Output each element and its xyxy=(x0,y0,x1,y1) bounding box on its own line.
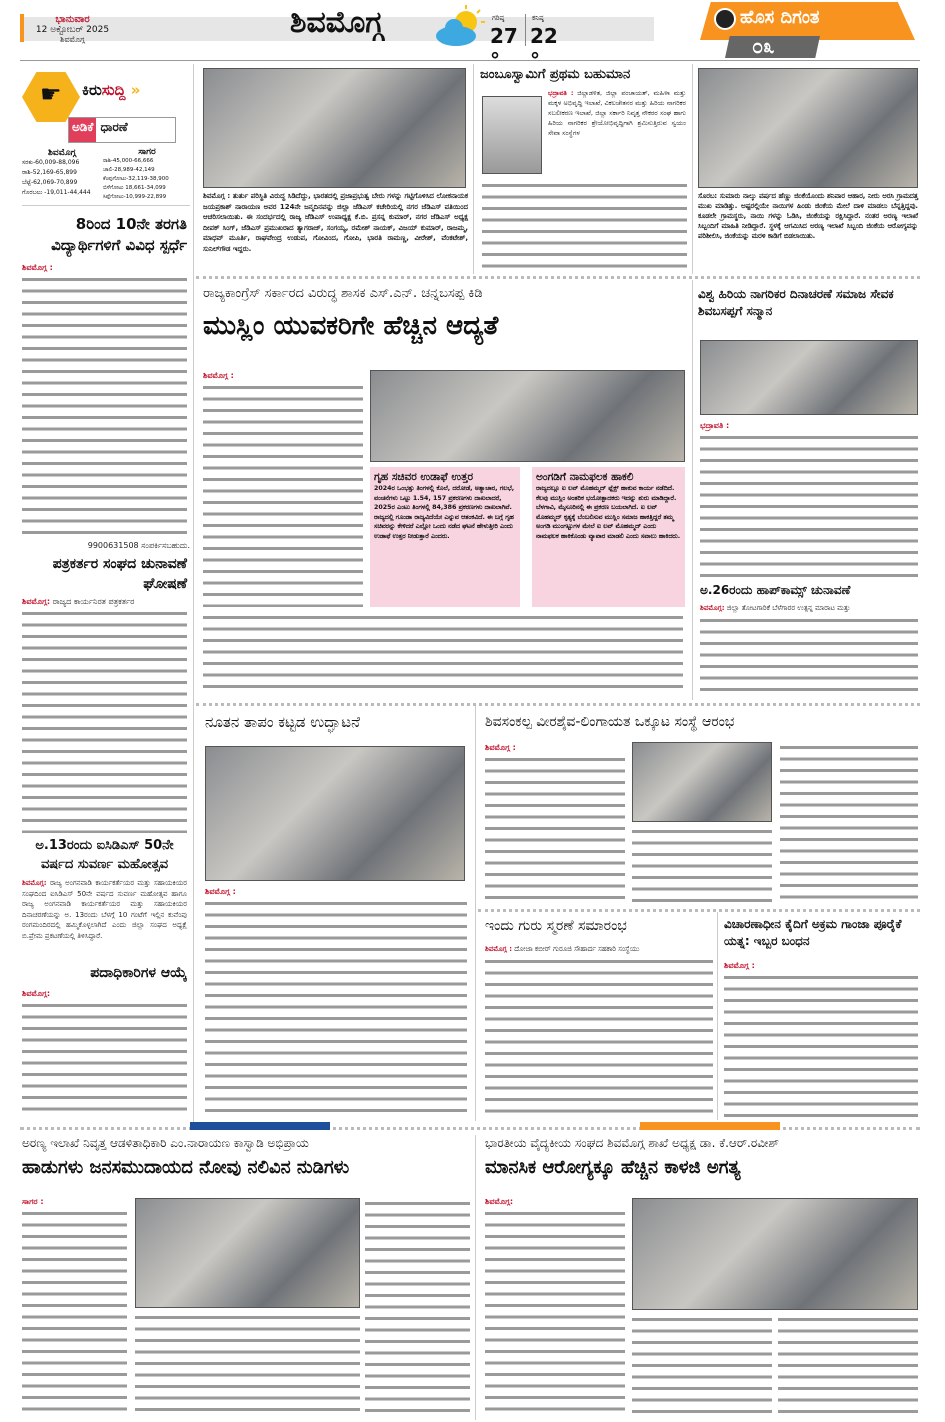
headline-senior-citizens: ವಿಶ್ವ ಹಿರಿಯ ನಾಗರಿಕರ ದಿನಾಚರಣೆ ಸಮಾಜ ಸೇವಕ ಶಿವಬಸಪ್ಪಗೆ ಸನ್ಮಾನ xyxy=(698,287,894,318)
brand-name: ಹೊಸ ದಿಗಂತ xyxy=(740,7,820,28)
article-body xyxy=(485,956,713,1116)
portrait-photo xyxy=(482,96,542,174)
headline-guru-smarane: ಇಂದು ಗುರು ಸ್ಮರಣೆ ಸಮಾರಂಭ xyxy=(485,918,627,934)
headline-jambuswamy: ಜಂಬೂಸ್ವಾಮಿಗೆ ಪ್ರಥಮ ಬಹುಮಾನ xyxy=(480,67,631,82)
min-temp: 22° xyxy=(530,24,558,72)
page-number: ೦೩ xyxy=(752,34,775,58)
article-body xyxy=(724,972,918,1117)
section-accent-blue xyxy=(190,1122,330,1130)
market-shivamogga: ಶಿವಮೊಗ್ಗ ಸರಕು-60,009-88,096 ರಾಶಿ-52,169-65,899 ಬೆಟ್ಟೆ-62,069-70,899 ಗೊರಬಲು -19,011-44,444 xyxy=(22,148,91,196)
article-body xyxy=(22,1000,187,1112)
songs-kicker: ಅರಣ್ಯ ಇಲಾಖೆ ನಿವೃತ್ತ ಆಡಳಿತಾಧಿಕಾರಿ ಎಂ.ನಾರಾಯಣ ಕಾಸ್ವಾಡಿ ಅಭಿಪ್ರಾಯ xyxy=(22,1136,309,1150)
kirusuddi-label: ಕಿರುಸುದ್ದಿ » xyxy=(82,81,141,99)
article-body xyxy=(203,612,683,696)
max-temp-label: ಗರಿಷ್ಠ xyxy=(492,14,505,22)
sidebar-box-nameboard: ಅಂಗಡಿಗೆ ನಾಮಫಲಕ ಹಾಕಲಿ ರಾಜ್ಯದಲ್ಲೂ ಐ ಲವ್ ಮೊಹಮ್ಮದ್ ಫ್ಲೆಕ್ಸ್ ಹಾಕುವ ಕಾರ್ಯ ನಡೆದಿದೆ. ಕೆಲವು ಮುಸ್ಲಿಂ ಅಂತರಿಕ ಭಯೋತ್ಪಾದಕರು ಇದನ್ನು ಶುರು ಮಾಡಿದ್ದಾರೆ. ಬೆಳಗಾವಿ, ಮೈಸೂರಿನಲ್ಲಿ ಈ ಪ್ರಕರಣ ಬಯಲಾಗಿದೆ. ಐ ಲವ್ ಮೊಹಮ್ಮದ್ ಕೃತ್ಯಕ್ಕೆ ಬೆಂಬಲಿಸುವ ಮುಸ್ಲಿಂ ಸಮಾಜ ಹಾಕತ್ತಿದ್ದರೆ ತಮ್ಮ ಅಂಗಡಿ ಮುಂಗಟ್ಟುಗಳ ಮೇಲೆ ಐ ಲವ್ ಮೊಹಮ್ಮದ್ ಎಂದು ನಾಮಫಲಕ ಹಾಕಿಕೊಂಡು ವ್ಯಾಪಾರ ಮಾಡಲಿ ಎಂದು ಸವಾಲು ಹಾಕಿದರು. xyxy=(532,467,685,607)
headline-ganja-arrest: ವಿಚಾರಣಾಧೀನ ಕೈದಿಗೆ ಅಕ್ರಮ ಗಾಂಜಾ ಪೂರೈಕೆ ಯತ್ನ: ಇಬ್ಬರ ಬಂಧನ xyxy=(724,917,902,948)
article-body xyxy=(485,1208,625,1418)
adike-dharane-banner: ಅಡಿಕೆ ಧಾರಣೆ xyxy=(68,117,176,143)
article-icds: ಶಿವಮೊಗ್ಗ: ರಾಜ್ಯ ಅಂಗನವಾಡಿ ಕಾರ್ಯಕರ್ತೆಯರ ಮತ್ತು ಸಹಾಯಕಿಯರ ಸಂಘದಿಂದ ಐಸಿಡಿಎಸ್ 50ನೇ ವರ್ಷದ ಸುವರ್ಣ ಮಹೋತ್ಸವ ಹಾಗೂ ರಾಜ್ಯ ಅಂಗನವಾಡಿ ಕಾರ್ಯಕರ್ತೆಯರ ಮತ್ತು ಸಹಾಯಕಿಯರ ದಿನಾಚರಣೆಯನ್ನು ಅ. 13ರಂದು ಬೆಳಗ್ಗೆ 10 ಗಂಟೆಗೆ ಇಲ್ಲಿನ ಕುವೆಂಪು ರಂಗಮಂದಿರದಲ್ಲಿ ಹಮ್ಮಿಕೊಳ್ಳಲಾಗಿದೆ ಎಂದು ಜಿಲ್ಲಾ ಸಂಘದ ಅಧ್ಯಕ್ಷೆ ಬಿ.ಪ್ರೇಮ ಪ್ರಕಟಣೆಯಲ್ಲಿ ತಿಳಿಸಿದ್ದಾರೆ. xyxy=(22,879,187,940)
partly-cloudy-icon xyxy=(430,4,490,48)
edition-title: ಶಿವಮೊಗ್ಗ xyxy=(290,5,384,40)
article-body xyxy=(780,742,918,904)
photo-caption: ಸೊರಬ: ಸುಮಾರು ನಾಲ್ಕು ವರ್ಷದ ಹೆಣ್ಣು ಜಿಂಕೆಯೊಂದು ಶನಿವಾರ ಆಹಾರ, ನೀರು ಅರಸಿ ಗ್ರಾಮದತ್ತ ಮುಖ ಮಾಡಿತ್ತು. ಅಷ್ಟರಲ್ಲಿಯೇ ನಾಯಿಗಳ ಹಿಂಡು ಜಿಂಕೆಯ ಮೇಲೆ ದಾಳಿ ಮಾಡಲು ಬೆನ್ನತ್ತಿದ್ದವು. ಕೂಡಲೇ ಗ್ರಾಮಸ್ಥರು, ನಾಯಿ ಗಳನ್ನು ಓಡಿಸಿ, ಜಿಂಕೆಯನ್ನು ರಕ್ಷಿಸಿದ್ದಾರೆ. ನಂತರ ಅರಣ್ಯ ಇಲಾಖೆ ಸಿಬ್ಬಂದಿಗೆ ಮಾಹಿತಿ ನೀಡಿದ್ದಾರೆ. ಸ್ಥಳಕ್ಕೆ ಆಗಮಿಸಿದ ಅರಣ್ಯ ಇಲಾಖೆ ಸಿಬ್ಬಂದಿ ಜಿಂಕೆಯ ಆರೋಗ್ಯವನ್ನು ಪರಿಶೀಲಿಸಿ, ಜಿಂಕೆಯನ್ನು ಮರಳಿ ಕಾಡಿಗೆ ಬಿಡಲಾಯಿತು. xyxy=(698,192,918,240)
photo-ima-event xyxy=(632,1198,918,1310)
article-body xyxy=(22,274,187,536)
article-body xyxy=(485,754,625,904)
headline-shivasankalpa: ಶಿವಸಂಕಲ್ಪ ವೀರಶೈವ-ಲಿಂಗಾಯತ ಒಕ್ಕೂಟ ಸಂಸ್ಥೆ ಆರಂಭ xyxy=(485,714,735,730)
article-body xyxy=(135,1312,360,1418)
article-body xyxy=(632,1314,772,1418)
photo-songs-event xyxy=(135,1198,360,1308)
lead-kicker: ರಾಜ್ಯಕಾಂಗ್ರೆಸ್ ಸರ್ಕಾರದ ವಿರುದ್ಧ ಶಾಸಕ ಎಸ್.ಎನ್. ಚನ್ನಬಸಪ್ಪ ಕಿಡಿ xyxy=(203,286,483,301)
headline-icds: ಅ.13ರಂದು ಐಸಿಡಿಎಸ್ 50ನೇ ವರ್ಷದ ಸುವರ್ಣ ಮಹೋತ್ಸವ xyxy=(35,838,174,872)
headline-competition: 8ರಿಂದ 10ನೇ ತರಗತಿ ವಿದ್ಯಾರ್ಥಿಗಳಿಗೆ ವಿವಿಧ ಸ್ಪರ್ಧೆ xyxy=(51,215,187,254)
headline-press-election: ಪತ್ರಕರ್ತರ ಸಂಘದ ಚುನಾವಣೆ ಘೋಷಣೆ xyxy=(52,556,187,592)
photo-deer-rescue xyxy=(698,68,918,188)
section-accent-orange xyxy=(640,1122,780,1130)
lead-headline: ಮುಸ್ಲಿಂ ಯುವಕರಿಗೇ ಹೆಚ್ಚಿನ ಆದ್ಯತೆ xyxy=(203,311,499,341)
article-body xyxy=(778,1314,918,1418)
headline-hopcoms: ಅ.26ರಂದು ಹಾಪ್‌ಕಾಮ್ಸ್ ಚುನಾವಣೆ xyxy=(700,583,851,597)
place: ಶಿವಮೊಗ್ಗ xyxy=(60,35,85,44)
article-body xyxy=(482,180,687,272)
headline-office-bearers: ಪದಾಧಿಕಾರಿಗಳ ಆಯ್ಕೆ xyxy=(90,965,187,981)
article-body xyxy=(22,608,187,833)
max-temp: 27° xyxy=(490,24,518,72)
logo-emblem-icon xyxy=(714,8,736,30)
article-body xyxy=(22,1208,127,1418)
photo-jp-jayanti xyxy=(203,68,466,188)
photo-senior-felicitation xyxy=(700,340,918,415)
article-body xyxy=(203,382,363,607)
headline-tapam-building: ನೂತನ ತಾಪಂ ಕಟ್ಟಡ ಉದ್ಘಾಟನೆ xyxy=(205,713,361,731)
min-temp-label: ಕನಿಷ್ಠ xyxy=(532,14,544,22)
article-body xyxy=(700,432,918,577)
article-body xyxy=(700,615,918,697)
photo-building-inauguration xyxy=(205,746,465,881)
sidebar-box-home-minister: ಗೃಹ ಸಚಿವರ ಉಡಾಫೆ ಉತ್ತರ 2024ರ ಒಂಭತ್ತು ತಿಂಗಳಲ್ಲಿ ಕೊಲೆ, ದರೋಡೆ, ಅತ್ಯಾಚಾರ, ಗಲಭೆ, ವಂಚನೆಗಳು ಒಟ್ಟು 1.54, 157 ಪ್ರಕರಣಗಳು ದಾಖಲಾದರೆ, 2025ರ ಎಂಟು ತಿಂಗಳಲ್ಲಿ 84,386 ಪ್ರಕರಣಗಳು ದಾಖಲಾಗಿವೆ. ರಾಜ್ಯದಲ್ಲಿ ಗೂಂಡಾ ರಾಜ್ಯವಿದೆಯೇ ಎನ್ನುವ ಆತಂಕವಿದೆ. ಈ ಬಗ್ಗೆ ಗೃಹ ಸಚಿವರನ್ನು ಕೇಳಿದರೆ ಎಲ್ಲೋ ಒಂದು ನಡೆದ ಘಟನೆ ಹೇಳುತ್ತೀರಿ ಎಂದು ಉಡಾಫೆ ಉತ್ತರ ನೀಡುತ್ತಾರೆ ಎಂದರು. xyxy=(370,467,520,607)
date-block xyxy=(20,14,125,45)
market-sagara: ಸಾಗರ ರಾಶಿ-45,000-66,666 ಚಾಲಿ-28,989-42,149 ಕೆಂಪುಗೋಟು-32,119-38,900 ಬಿಳೆಗೋಟು 18,661-34,099 ಸಿಪ್ಪೆಗೋಟು-10,999-22,899 xyxy=(103,147,169,200)
mental-kicker: ಭಾರತೀಯ ವೈದ್ಯಕೀಯ ಸಂಘದ ಶಿವಮೊಗ್ಗ ಶಾಖೆ ಅಧ್ಯಕ್ಷ ಡಾ. ಕೆ.ಆರ್.ರವೀಶ್ xyxy=(485,1136,779,1150)
photo-press-meet xyxy=(370,370,685,462)
article-body xyxy=(205,898,467,1113)
headline-mental-health: ಮಾನಸಿಕ ಆರೋಗ್ಯಕ್ಕೂ ಹೆಚ್ಚಿನ ಕಾಳಜಿ ಅಗತ್ಯ xyxy=(485,1157,741,1178)
day: ಭಾನುವಾರ xyxy=(55,14,90,25)
photo-caption: ಶಿವಮೊಗ್ಗ : ತುರ್ತು ಪರಿಸ್ಥಿತಿ ವಿರುದ್ಧ ಸಿಡಿದೆದ್ದು, ಭಾರತದಲ್ಲಿ ಪ್ರಜಾಪ್ರಭುತ್ವ ಬೇರು ಗಳನ್ನು ಗಟ್ಟಿಗೊಳಿಸಿದ ಲೋಕನಾಯಕ ಜಯಪ್ರಕಾಶ್ ನಾರಾಯಣ ಅವರ 124ನೇ ಜನ್ಮದಿನವನ್ನು ಜಿಲ್ಲಾ ಜೆಡಿಎಸ್ ಕಚೇರಿಯಲ್ಲಿ ನಗರ ಜೆಡಿಎಸ್ ವತಿಯಿಂದ ಆಚರಿಸಲಾಯಿತು. ಈ ಸಂದರ್ಭದಲ್ಲಿ ರಾಜ್ಯ ಜೆಡಿಎಸ್ ಉಪಾಧ್ಯಕ್ಷ ಕೆ.ಬಿ. ಪ್ರಸನ್ನ ಕುಮಾರ್, ನಗರ ಜೆಡಿಎಸ್ ಅಧ್ಯಕ್ಷ ದೀಪಕ್ ಸಿಂಗ್, ಜೆಡಿಎಸ್ ಪ್ರಮುಖರಾದ ತ್ಯಾಗರಾಜ್, ಸಂಗಯ್ಯ, ರಮೇಶ್ ನಾಯಕ್, ವಿಜಯ್ ಕುಮಾರ್, ರಾಜಮ್ಮ, ಮಾಧವ್ ಮೂರ್ತಿ, ರಾಘವೇಂದ್ರ ಉಡುಪ, ಗೋವಿಂದ, ಗೋಪಿ, ಭಾರತಿ ರಾಮಣ್ಣ, ವೀರೇಶ್, ವೆಂಕಟೇಶ್, ಸುನಿಲ್‌ಗೌಡ ಇದ್ದರು. xyxy=(203,192,468,253)
photo-sangha-launch xyxy=(632,742,772,822)
headline-songs: ಹಾಡುಗಳು ಜನಸಮುದಾಯದ ನೋವು ನಲಿವಿನ ನುಡಿಗಳು xyxy=(22,1157,350,1178)
header-divider xyxy=(20,60,920,61)
article-body xyxy=(365,1198,470,1418)
date: 12 ಅಕ್ಟೋಬರ್ 2025 xyxy=(35,25,110,35)
article-body xyxy=(632,826,772,904)
